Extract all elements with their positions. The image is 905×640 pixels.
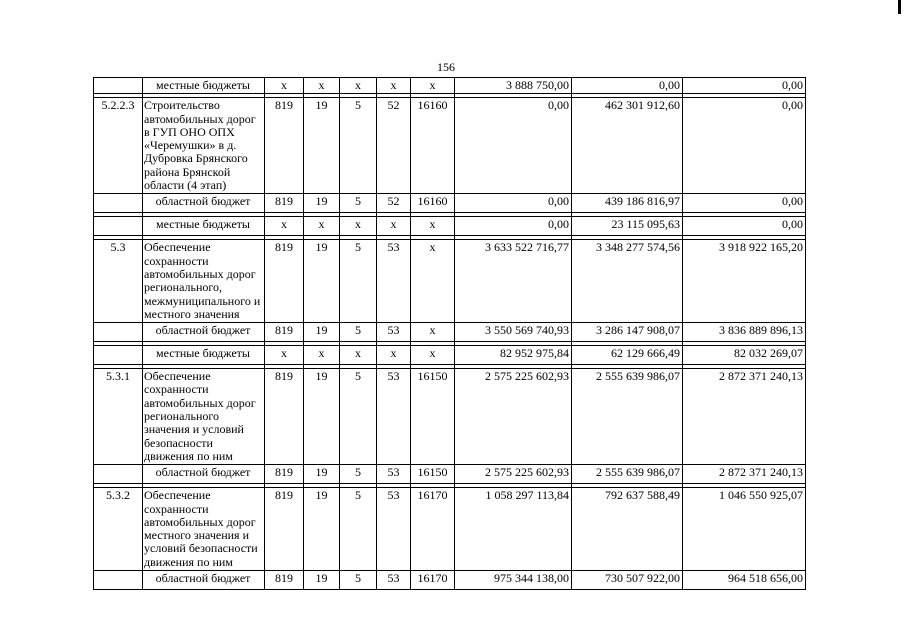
amount-cell: 2 872 371 240,13	[683, 369, 806, 465]
classification-code: 53	[377, 571, 411, 590]
classification-code: х	[411, 78, 455, 94]
amount-cell: 2 575 225 602,93	[455, 465, 572, 484]
table-row	[94, 194, 806, 213]
edge-mark	[898, 0, 901, 14]
classification-code: х	[340, 217, 377, 236]
classification-code: 19	[304, 240, 340, 323]
amount-cell: 3 286 147 908,07	[572, 323, 683, 342]
row-number	[94, 571, 143, 590]
classification-code: 53	[377, 369, 411, 465]
classification-code: 5	[340, 194, 377, 213]
classification-code: 19	[304, 465, 340, 484]
amount-cell: 3 888 750,00	[455, 78, 572, 94]
classification-code: 5	[340, 240, 377, 323]
classification-code: 16170	[411, 571, 455, 590]
amount-cell: 3 633 522 716,77	[455, 240, 572, 323]
table-row	[94, 465, 806, 484]
row-number: 5.3	[94, 240, 143, 323]
classification-code: 5	[340, 98, 377, 194]
classification-code: 819	[265, 488, 304, 571]
classification-code: х	[411, 346, 455, 365]
amount-cell: 2 872 371 240,13	[683, 465, 806, 484]
amount-cell: 439 186 816,97	[572, 194, 683, 213]
row-name: местные бюджеты	[143, 217, 265, 236]
row-name: областной бюджет	[143, 323, 265, 342]
table-row	[94, 217, 806, 236]
classification-code: х	[340, 346, 377, 365]
row-number	[94, 465, 143, 484]
amount-cell: 975 344 138,00	[455, 571, 572, 590]
classification-code: 819	[265, 323, 304, 342]
row-number	[94, 194, 143, 213]
row-name: областной бюджет	[143, 465, 265, 484]
page-number: 156	[437, 60, 455, 74]
classification-code: 53	[377, 323, 411, 342]
amount-cell: 62 129 666,49	[572, 346, 683, 365]
amount-cell: 82 032 269,07	[683, 346, 806, 365]
classification-code: 819	[265, 194, 304, 213]
classification-code: х	[304, 217, 340, 236]
classification-code: х	[377, 217, 411, 236]
classification-code: х	[411, 217, 455, 236]
row-number	[94, 217, 143, 236]
classification-code: 16160	[411, 194, 455, 213]
budget-table	[93, 77, 806, 590]
classification-code: 5	[340, 465, 377, 484]
classification-code: х	[340, 78, 377, 94]
amount-cell: 3 836 889 896,13	[683, 323, 806, 342]
amount-cell: 23 115 095,63	[572, 217, 683, 236]
row-name: областной бюджет	[143, 571, 265, 590]
classification-code: 16160	[411, 98, 455, 194]
row-name: областной бюджет	[143, 194, 265, 213]
amount-cell: 82 952 975,84	[455, 346, 572, 365]
classification-code: х	[265, 78, 304, 94]
amount-cell: 0,00	[683, 194, 806, 213]
classification-code: х	[411, 240, 455, 323]
classification-code: х	[411, 323, 455, 342]
row-number: 5.3.1	[94, 369, 143, 465]
classification-code: 5	[340, 488, 377, 571]
classification-code: 52	[377, 194, 411, 213]
classification-code: 19	[304, 98, 340, 194]
classification-code: 52	[377, 98, 411, 194]
classification-code: 53	[377, 465, 411, 484]
classification-code: 819	[265, 98, 304, 194]
table-row	[94, 571, 806, 590]
row-name: Обеспечение сохранности автомобильных дорог местного значения и условий безопасности движения по ним	[143, 488, 265, 571]
row-number	[94, 78, 143, 94]
classification-code: 19	[304, 488, 340, 571]
amount-cell: 0,00	[683, 78, 806, 94]
amount-cell: 0,00	[455, 194, 572, 213]
classification-code: 53	[377, 488, 411, 571]
row-name: местные бюджеты	[143, 78, 265, 94]
classification-code: х	[304, 346, 340, 365]
table-row	[94, 98, 806, 194]
row-name: Обеспечение сохранности автомобильных дорог регионального, межмуниципального и местного значения	[143, 240, 265, 323]
amount-cell: 792 637 588,49	[572, 488, 683, 571]
row-name: Строительство автомобильных дорог в ГУП ОНО ОПХ «Черемушки» в д. Дубровка Брянского района Брянской области (4 этап)	[143, 98, 265, 194]
amount-cell: 1 058 297 113,84	[455, 488, 572, 571]
classification-code: 19	[304, 194, 340, 213]
table-row	[94, 346, 806, 365]
amount-cell: 730 507 922,00	[572, 571, 683, 590]
amount-cell: 0,00	[683, 98, 806, 194]
classification-code: 5	[340, 369, 377, 465]
table-row	[94, 78, 806, 94]
amount-cell: 0,00	[572, 78, 683, 94]
table-row	[94, 369, 806, 465]
classification-code: 819	[265, 571, 304, 590]
classification-code: 19	[304, 571, 340, 590]
classification-code: 16170	[411, 488, 455, 571]
classification-code: х	[304, 78, 340, 94]
classification-code: 819	[265, 369, 304, 465]
row-number: 5.3.2	[94, 488, 143, 571]
amount-cell: 3 918 922 165,20	[683, 240, 806, 323]
table-row	[94, 240, 806, 323]
table-row	[94, 323, 806, 342]
classification-code: 19	[304, 369, 340, 465]
classification-code: 16150	[411, 465, 455, 484]
row-name: местные бюджеты	[143, 346, 265, 365]
amount-cell: 0,00	[455, 217, 572, 236]
amount-cell: 2 555 639 986,07	[572, 465, 683, 484]
row-number	[94, 323, 143, 342]
classification-code: х	[377, 346, 411, 365]
classification-code: 53	[377, 240, 411, 323]
row-name: Обеспечение сохранности автомобильных дорог регионального значения и условий безопасности движения по ним	[143, 369, 265, 465]
classification-code: 16150	[411, 369, 455, 465]
row-number	[94, 346, 143, 365]
amount-cell: 2 555 639 986,07	[572, 369, 683, 465]
amount-cell: 1 046 550 925,07	[683, 488, 806, 571]
amount-cell: 462 301 912,60	[572, 98, 683, 194]
table-row	[94, 488, 806, 571]
amount-cell: 0,00	[455, 98, 572, 194]
row-number: 5.2.2.3	[94, 98, 143, 194]
classification-code: 19	[304, 323, 340, 342]
amount-cell: 0,00	[683, 217, 806, 236]
classification-code: х	[265, 217, 304, 236]
amount-cell: 3 550 569 740,93	[455, 323, 572, 342]
amount-cell: 964 518 656,00	[683, 571, 806, 590]
classification-code: 5	[340, 571, 377, 590]
classification-code: 819	[265, 240, 304, 323]
classification-code: х	[377, 78, 411, 94]
classification-code: 819	[265, 465, 304, 484]
amount-cell: 2 575 225 602,93	[455, 369, 572, 465]
amount-cell: 3 348 277 574,56	[572, 240, 683, 323]
classification-code: х	[265, 346, 304, 365]
classification-code: 5	[340, 323, 377, 342]
